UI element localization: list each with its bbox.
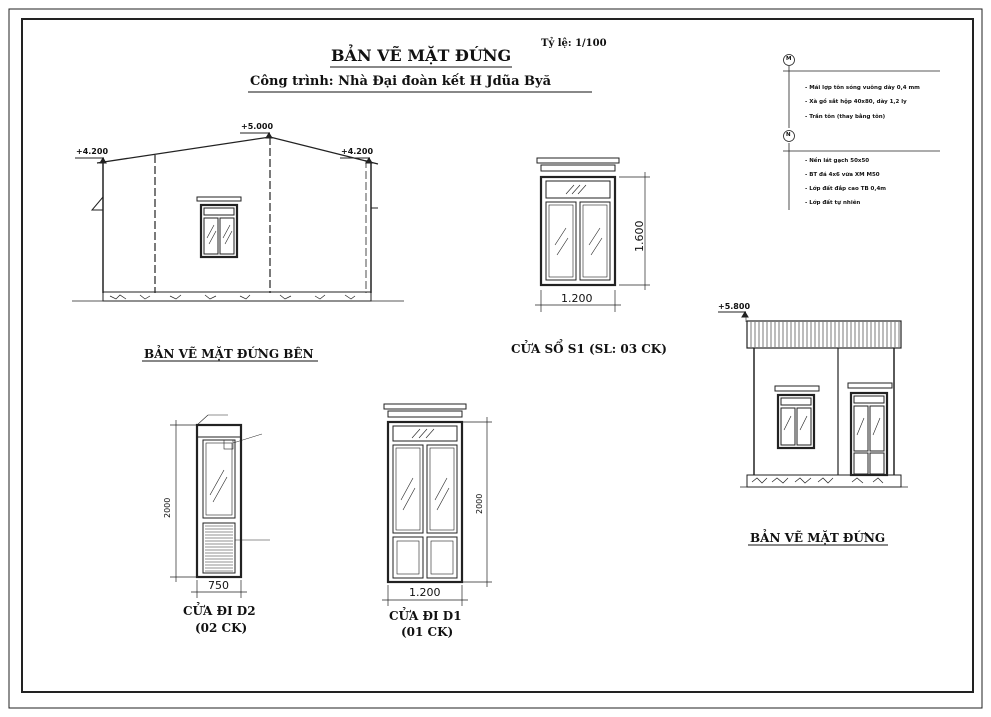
door-d1-height: 2000 [475,493,484,514]
project-subtitle: Công trình: Nhà Đại đoàn kết H Jdũa Byă [250,74,552,89]
scale-label: Tỷ lệ: 1/100 [541,38,607,49]
roof-item: - Mái lợp tôn sóng vuông dày 0,4 mm [805,85,920,91]
front-level: +5.800 [718,302,751,311]
door-d1-caption-line2: (01 CK) [401,625,454,639]
front-elevation-drawing [718,312,908,487]
level-right: +4.200 [341,147,374,156]
window-s1-height: 1.600 [633,220,646,252]
floor-item: - Nền lát gạch 50x50 [805,158,870,164]
door-d2-caption-line1: CỬA ĐI D2 [183,604,256,618]
door-d2-height: 2000 [163,497,172,518]
floor-item: - BT đá 4x6 vữa XM M50 [805,172,880,178]
floor-marker: N [786,132,791,138]
side-elevation-drawing [72,133,404,301]
side-elevation-caption: BẢN VẼ MẶT ĐỨNG BÊN [144,347,314,361]
roof-item: - Trần tôn (thay bằng tôn) [805,114,886,120]
front-elevation-caption: BẢN VẼ MẶT ĐỨNG [750,531,886,545]
roof-marker: M [786,56,792,62]
level-ridge: +5.000 [241,122,274,131]
floor-item: - Lớp đất tự nhiên [805,200,861,206]
window-s1-width: 1.200 [561,292,593,305]
window-s1-caption: CỬA SỔ S1 (SL: 03 CK) [511,342,667,356]
door-d1-caption-line1: CỬA ĐI D1 [389,609,462,623]
page-title: BẢN VẼ MẶT ĐỨNG [331,46,512,65]
level-left: +4.200 [76,147,109,156]
door-d2-caption-line2: (02 CK) [195,621,248,635]
door-d1-width: 1.200 [409,586,441,599]
door-d2-drawing [170,415,270,598]
floor-item: - Lớp đất đắp cao TB 0,4m [805,186,887,192]
door-d2-width: 750 [208,579,229,592]
roof-item: - Xà gồ sắt hộp 40x80, dày 1,2 ly [805,99,907,105]
